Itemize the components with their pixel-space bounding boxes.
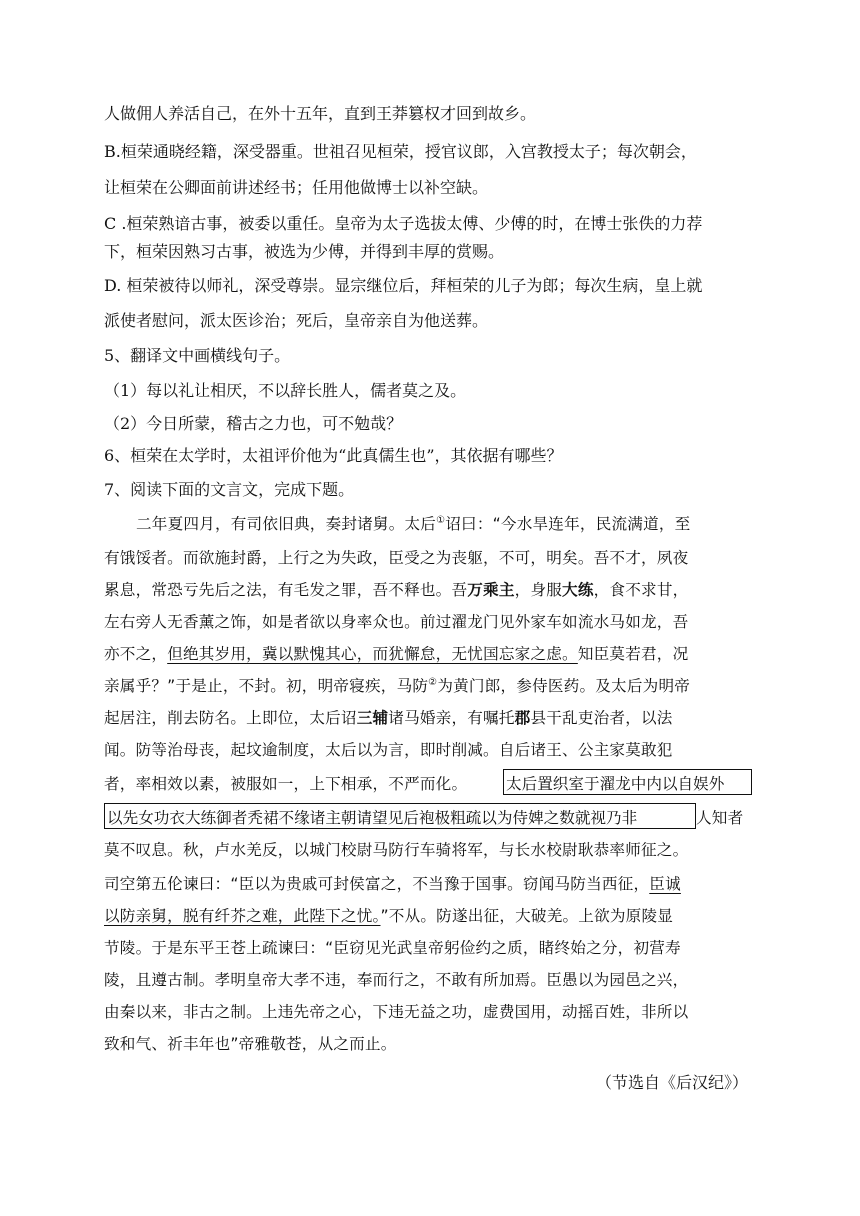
passage-line: 左右旁人无香薰之饰，如是者欲以身率众也。前过濯龙门见外家车如流水马如龙，吾 bbox=[104, 613, 689, 631]
boxed-sentence-part-2: 以先女功衣大练御者秃裙不缘诸主朝请望见后袍极粗疏以为侍婢之数就视乃非 bbox=[104, 803, 696, 829]
underlined-sentence: 臣诚 bbox=[649, 875, 681, 893]
option-d-line-1: D. 桓荣被待以师礼，深受尊崇。显宗继位后，拜桓荣的儿子为郎；每次生病，皇上就 bbox=[104, 276, 703, 295]
bold-term: 万乘主 bbox=[467, 581, 515, 599]
passage-line: 陵，且遵古制。孝明皇帝大孝不违，奉而行之，不敢有所加焉。臣愚以为园邑之兴， bbox=[104, 971, 689, 989]
bold-term: 大练 bbox=[562, 581, 594, 599]
passage-line: 亦不之，但绝其岁用，冀以默愧其心，而犹懈怠，无忧国忘家之虑。知臣莫若君，况 bbox=[104, 645, 689, 663]
question-5: 5、翻译文中画横线句子。 bbox=[104, 346, 291, 365]
boxed-sentence-part-1: 太后置织室于濯龙中内以自娱外 bbox=[503, 769, 752, 795]
passage-line: 亲属乎？”于是止，不封。初，明帝寝疾，马防②为黄门郎，参侍医药。及太后为明帝 bbox=[104, 676, 691, 695]
option-a-continuation: 人做佣人养活自己，在外十五年，直到王莽篡权才回到故乡。 bbox=[104, 104, 537, 123]
passage-line: 由秦以来，非古之制。上违先帝之心，下违无益之功，虚费国用，动摇百姓，非所以 bbox=[104, 1003, 689, 1021]
passage-line: 司空第五伦谏曰：“臣以为贵戚可封侯富之，不当豫于国事。窃闻马防当西征，臣诚 bbox=[104, 875, 681, 893]
footnote-marker: ① bbox=[436, 514, 446, 526]
passage-line: 有饿馁者。而欲施封爵，上行之为失政，臣受之为丧躯，不可，明矣。吾不才，夙夜 bbox=[104, 549, 689, 567]
bold-term: 三辅 bbox=[356, 709, 389, 727]
passage-line: 致和气、祈丰年也”帝雅敬苍，从之而止。 bbox=[104, 1035, 397, 1053]
passage-line: 二年夏四月，有司依旧典，奏封诸舅。太后①诏曰：“今水旱连年，民流满道，至 bbox=[136, 514, 691, 533]
option-b-line-1: B.桓荣通晓经籍，深受器重。世祖召见桓荣，授官议郎，入宫教授太子；每次朝会， bbox=[104, 142, 697, 161]
option-b-line-2: 让桓荣在公卿面前讲述经书；任用他做博士以补空缺。 bbox=[104, 178, 489, 197]
option-c-line-1: C .桓荣熟谙古事，被委以重任。皇帝为太子选拔太傅、少傅的时，在博士张佚的力荐 bbox=[104, 214, 703, 233]
footnote-marker: ② bbox=[428, 676, 438, 688]
question-5-sentence-2: （2）今日所蒙，稽古之力也，可不勉哉？ bbox=[104, 414, 403, 433]
passage-line: 累息，常恐亏先后之法，有毛发之罪，吾不释也。吾万乘主，身服大练，食不求甘， bbox=[104, 581, 689, 599]
passage-line: 者，率相效以素，被服如一，上下相承，不严而化。 bbox=[104, 775, 468, 793]
option-c-line-2: 下，桓荣因熟习古事，被选为少傅，并得到丰厚的赏赐。 bbox=[104, 242, 505, 261]
passage-line: 莫不叹息。秋，卢水羌反，以城门校尉马防行车骑将军，与长水校尉耿恭率师征之。 bbox=[104, 841, 689, 859]
underlined-sentence: 以防亲舅，脱有纤芥之难，此陛下之忧。 bbox=[104, 907, 381, 925]
passage-line: 节陵。于是东平王苍上疏谏曰：“臣窃见光武皇帝躬俭约之质，睹终始之分，初营寿 bbox=[104, 939, 681, 957]
underlined-sentence: 但绝其岁用，冀以默愧其心，而犹懈怠，无忧国忘家之虑。 bbox=[167, 645, 578, 663]
question-5-sentence-1: （1）每以礼让相厌，不以辞长胜人，儒者莫之及。 bbox=[104, 381, 467, 400]
passage-source: （节选自《后汉纪》） bbox=[595, 1073, 748, 1092]
passage-line: 以防亲舅，脱有纤芥之难，此陛下之忧。”不从。防遂出征，大破羌。上欲为原陵显 bbox=[104, 907, 674, 925]
passage-line: 闻。防等治母丧，起坟逾制度，太后以为言，即时削减。自后诸王、公主家莫敢犯 bbox=[104, 741, 673, 759]
option-d-line-2: 派使者慰问，派太医诊治；死后，皇帝亲自为他送葬。 bbox=[104, 311, 489, 330]
question-6: 6、桓荣在太学时，太祖评价他为“此真儒生也”，其依据有哪些？ bbox=[104, 446, 563, 465]
question-7: 7、阅读下面的文言文，完成下题。 bbox=[104, 480, 355, 499]
passage-line: 起居注，削去防名。上即位，太后诏三辅诸马婚亲，有嘱托郡县干乱吏治者，以法 bbox=[104, 709, 673, 727]
bold-term: 郡 bbox=[514, 709, 531, 727]
passage-line: 人知者 bbox=[696, 809, 744, 827]
